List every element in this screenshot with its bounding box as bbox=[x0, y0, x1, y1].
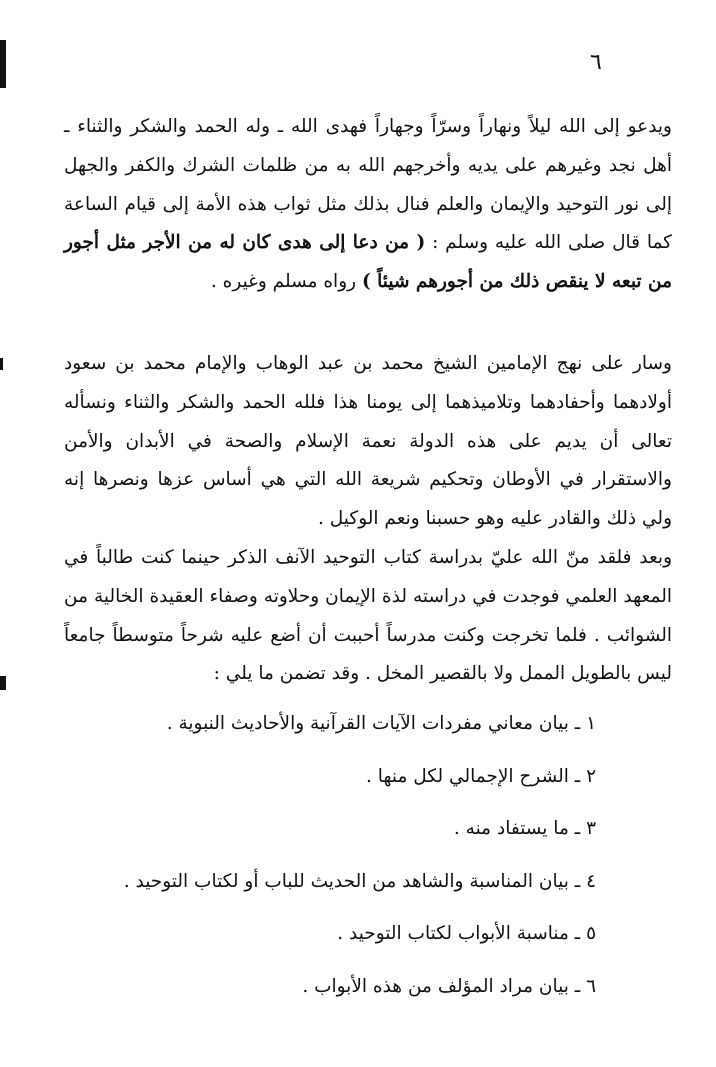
page-number: ٦ bbox=[590, 50, 602, 75]
scan-edge-mark bbox=[0, 40, 6, 88]
list-item-number: ٥ ـ bbox=[574, 923, 596, 945]
list-item-number: ٤ ـ bbox=[574, 870, 596, 892]
list-item bbox=[100, 698, 596, 751]
hadith-quote: ( من دعا إلى هدى كان له من الأجر مثل أجور من تبعه لا ينقص ذلك من أجورهم شيئاً ) bbox=[64, 232, 672, 293]
paragraph-2-text: وسار على نهج الإمامين الشيخ محمد بن عبد الوهاب والإمام محمد بن سعود أولادهما وأحفادهما وتلاميذهما إلى يومنا هذا فلله الحمد والشكر والثناء ونسأله تعالى أن يديم على هذه الدولة نعمة الإسلام والصحة في الأبدان والأمن والاستقرار في الأوطان وتحكيم شريعة الله التي هي أساس عزها ونصرها إنه ولي ذلك والقادر عليه وهو حسبنا ونعم الوكيل . bbox=[64, 353, 672, 530]
list-item-text: مناسبة الأبواب لكتاب التوحيد . bbox=[337, 923, 569, 945]
list-item-text: بيان المناسبة والشاهد من الحديث للباب أو لكتاب التوحيد . bbox=[123, 870, 569, 892]
scan-edge-mark bbox=[0, 358, 3, 370]
contents-list bbox=[100, 698, 596, 1014]
list-item-text: ما يستفاد منه . bbox=[453, 818, 569, 840]
list-item-text: بيان مراد المؤلف من هذه الأبواب . bbox=[302, 975, 569, 997]
list-item-text: بيان معاني مفردات الآيات القرآنية والأحاديث النبوية . bbox=[166, 713, 569, 734]
list-item bbox=[100, 961, 596, 1014]
paragraph-1-citation: رواه مسلم وغيره . bbox=[210, 271, 362, 293]
list-item bbox=[100, 803, 596, 856]
paragraph-3-text: وبعد فلقد منّ الله عليّ بدراسة كتاب التوحيد الآنف الذكر حينما كنت طالباً في المعهد العلمي فوجدت في دراسته لذة الإيمان وحلاوته وصفاء العقيدة الخالية من الشوائب . فلما تخرجت وكنت مدرساً أحببت أن أضع عليه شرحاً متوسطاً جامعاً ليس بالطويل الممل ولا بالقصير المخل . وقد تضمن ما يلي : bbox=[64, 547, 672, 685]
list-item-text: الشرح الإجمالي لكل منها . bbox=[365, 765, 569, 787]
paragraph-2 bbox=[64, 345, 672, 539]
list-item bbox=[100, 751, 596, 804]
list-item bbox=[100, 908, 596, 961]
list-item-number: ٢ ـ bbox=[574, 765, 596, 787]
paragraph-1-intro: ويدعو إلى الله ليلاً ونهاراً وسرّاً وجهاراً فهدى الله ـ وله الحمد والشكر والثناء ـ أهل نجد وغيرهم على يديه وأخرجهم الله به من ظلمات الشرك والكفر والجهل إلى نور التوحيد والإيمان والعلم فنال بذلك مثل ثواب هذه الأمة إلى قيام الساعة كما قال صلى الله عليه وسلم : bbox=[64, 116, 672, 254]
list-item-number: ٣ ـ bbox=[574, 818, 596, 840]
list-item bbox=[100, 856, 596, 909]
list-item-number: ١ ـ bbox=[574, 713, 596, 734]
paragraph-1 bbox=[64, 108, 672, 302]
paragraph-1-text bbox=[64, 108, 672, 302]
scan-edge-mark bbox=[0, 676, 6, 690]
list-item-number: ٦ ـ bbox=[574, 975, 596, 997]
paragraph-3 bbox=[64, 539, 672, 694]
